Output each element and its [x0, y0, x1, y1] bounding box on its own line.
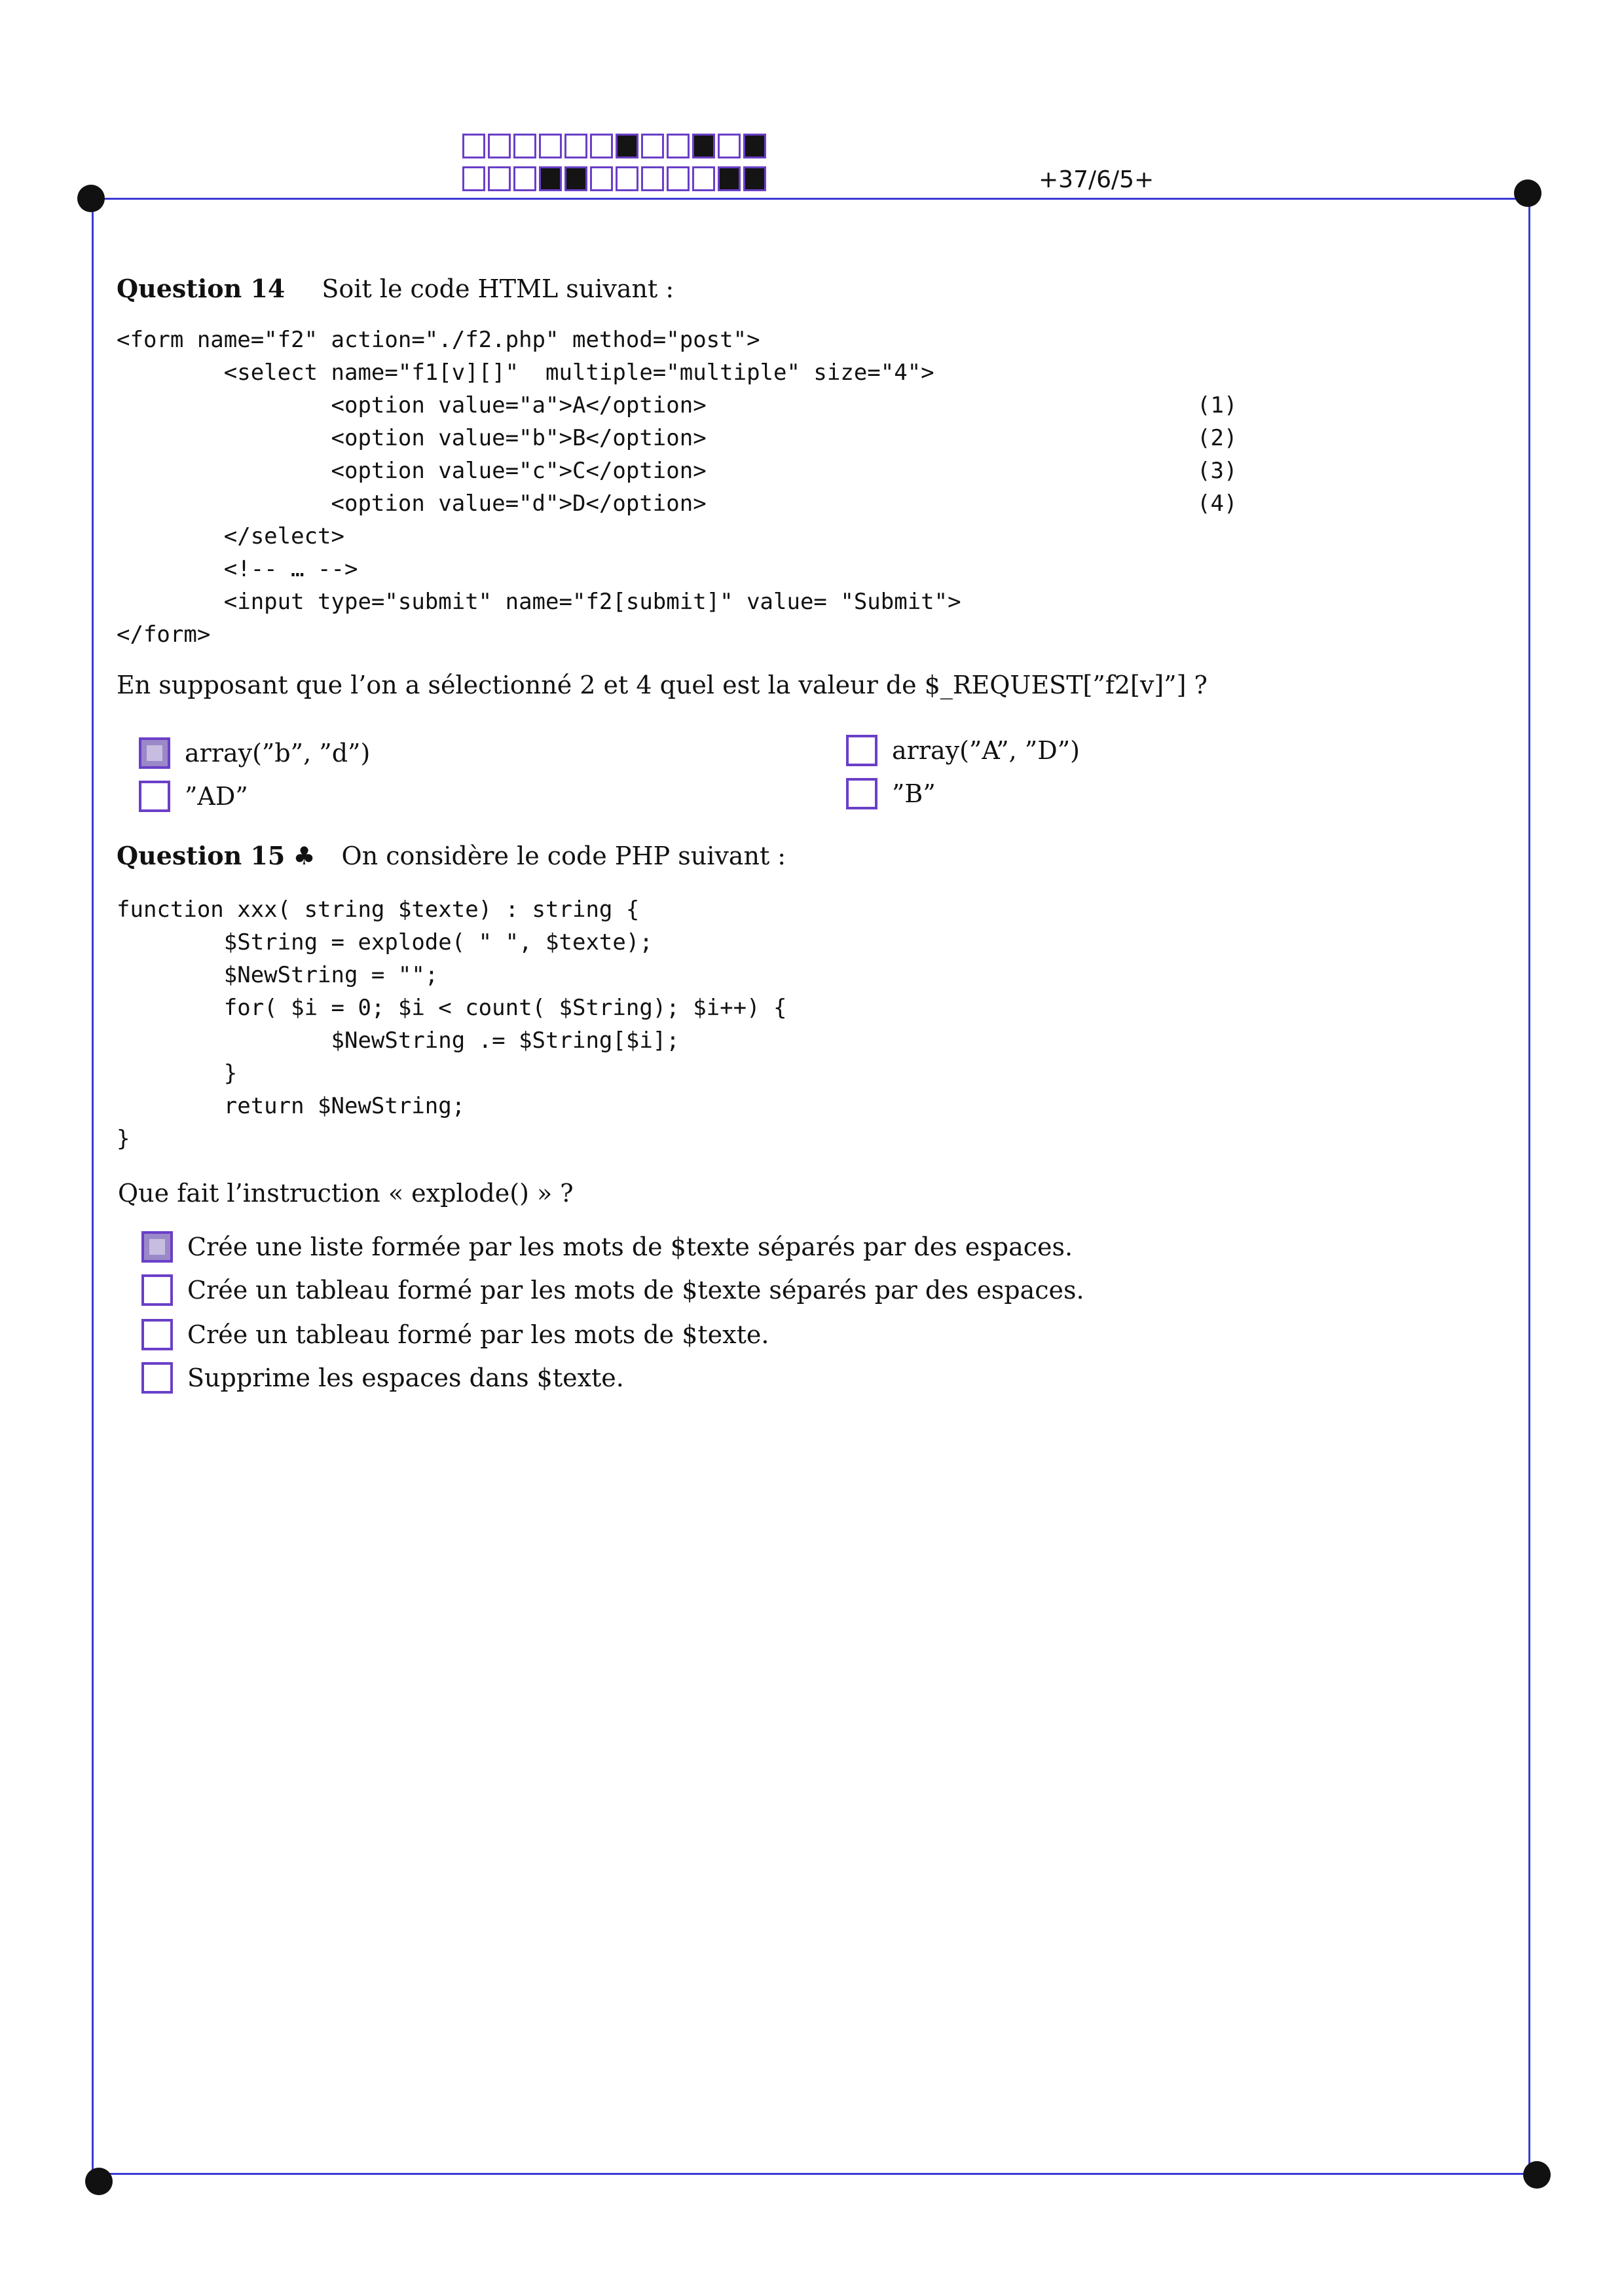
barcode-row-1	[462, 134, 769, 158]
checkbox[interactable]	[141, 1231, 173, 1263]
checkbox[interactable]	[139, 781, 170, 812]
corner-marker-bottom-left	[85, 2168, 113, 2195]
barcode-cell	[513, 166, 536, 191]
q14-code: <form name="f2" action="./f2.php" method="post"> <select name="f1[v][]" multiple="multiple" size="4"> <option value="a">A</option> <option value="b">B</option> <option value="c">C</option> <option value="d">D</option> </select> <!-- … --> <input type="submit" name="f2[submit]" value= "Submit"> </form>	[117, 327, 961, 648]
checkbox[interactable]	[141, 1319, 173, 1350]
corner-marker-bottom-right	[1523, 2161, 1551, 2189]
q14-intro: Soit le code HTML suivant :	[322, 274, 674, 303]
corner-marker-top-right	[1514, 179, 1541, 207]
q15-choice-3[interactable]	[141, 1319, 769, 1350]
barcode-cell	[692, 134, 715, 158]
frame-left-line	[92, 198, 94, 2182]
q15-intro: On considère le code PHP suivant :	[341, 842, 786, 870]
q14-choice-4[interactable]	[846, 778, 936, 809]
barcode-cell	[488, 166, 511, 191]
choice-label: Crée un tableau formé par les mots de $texte séparés par des espaces.	[187, 1276, 1084, 1305]
q15-code: function xxx( string $texte) : string { $String = explode( " ", $texte); $NewString = ""; for( $i = 0; $i < count( $String); $i++) { $NewString .= $String[$i]; } return $NewString; }	[117, 897, 787, 1152]
barcode-cell	[743, 134, 766, 158]
q15-choice-2[interactable]	[141, 1274, 1084, 1306]
q14-choice-1[interactable]	[139, 737, 370, 769]
choice-label: array(”b”, ”d”)	[185, 739, 371, 768]
barcode-cell	[616, 166, 638, 191]
club-icon: ♣	[293, 842, 316, 870]
barcode-cell	[539, 166, 562, 191]
barcode-cell	[564, 166, 587, 191]
checkbox[interactable]	[141, 1274, 173, 1306]
choice-label: Crée une liste formée par les mots de $texte séparés par des espaces.	[187, 1232, 1073, 1261]
barcode-cell	[488, 134, 511, 158]
q15-label: Question 15	[117, 841, 286, 870]
q15-choice-1[interactable]	[141, 1231, 1073, 1263]
choice-label: Supprime les espaces dans $texte.	[187, 1363, 624, 1392]
q14-header	[117, 274, 674, 303]
q14-choice-2[interactable]	[846, 735, 1080, 766]
barcode-cell	[692, 166, 715, 191]
barcode-cell	[743, 166, 766, 191]
q15-header	[117, 841, 786, 870]
checkbox[interactable]	[846, 735, 877, 766]
checkbox[interactable]	[141, 1362, 173, 1394]
q14-line-numbers: (1) (2) (3) (4)	[1197, 392, 1238, 517]
barcode-cell	[539, 134, 562, 158]
barcode-cell	[718, 134, 741, 158]
barcode-row-2	[462, 166, 769, 191]
choice-label: array(”A”, ”D”)	[892, 736, 1080, 765]
barcode-cell	[513, 134, 536, 158]
frame-top-line	[92, 198, 1528, 200]
q15-question: Que fait l’instruction « explode() » ?	[118, 1179, 574, 1208]
choice-label: Crée un tableau formé par les mots de $texte.	[187, 1320, 769, 1349]
frame-bottom-line	[98, 2173, 1538, 2175]
frame-right-line	[1528, 194, 1530, 2177]
choice-label: ”AD”	[185, 782, 248, 811]
barcode-cell	[462, 166, 485, 191]
barcode-cell	[718, 166, 741, 191]
barcode-cell	[462, 134, 485, 158]
checkbox[interactable]	[139, 737, 170, 769]
q14-choice-3[interactable]	[139, 781, 248, 812]
page-id: +37/6/5+	[1039, 166, 1154, 193]
barcode-cell	[641, 134, 664, 158]
barcode-cell	[616, 134, 638, 158]
barcode-cell	[590, 134, 613, 158]
checkbox[interactable]	[846, 778, 877, 809]
barcode-cell	[564, 134, 587, 158]
q14-label: Question 14	[117, 274, 286, 303]
corner-marker-top-left	[77, 185, 105, 212]
barcode-cell	[590, 166, 613, 191]
q14-question: En supposant que l’on a sélectionné 2 et 4 quel est la valeur de $_REQUEST[”f2[v]”] ?	[117, 671, 1208, 699]
barcode-cell	[667, 166, 690, 191]
barcode-cell	[667, 134, 690, 158]
choice-label: ”B”	[892, 779, 936, 808]
barcode-cell	[641, 166, 664, 191]
q15-choice-4[interactable]	[141, 1362, 624, 1394]
